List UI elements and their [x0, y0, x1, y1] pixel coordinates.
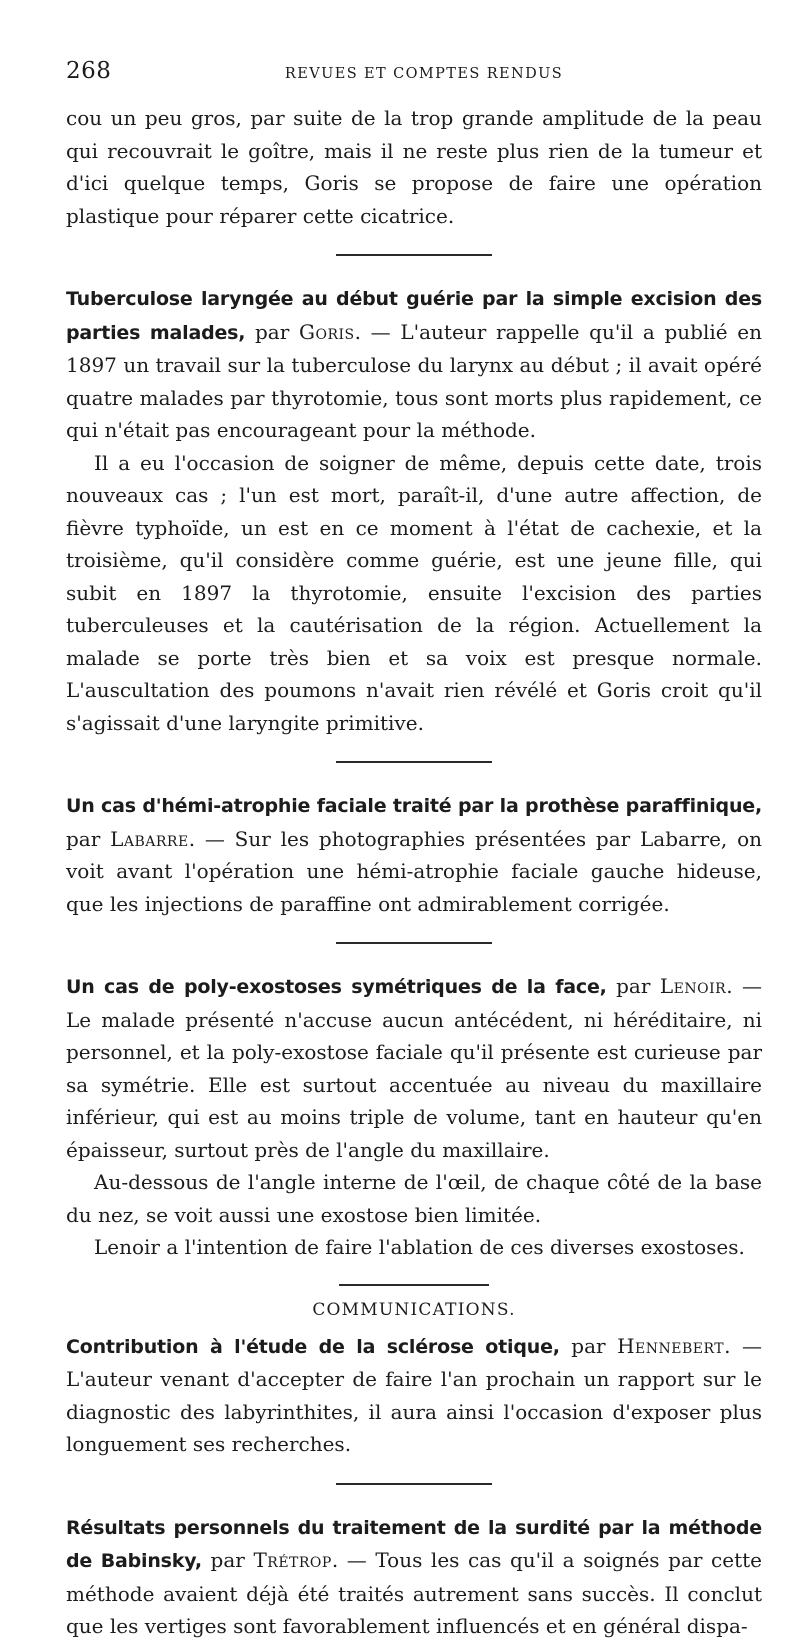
article-body: . — Tous les cas qu'il a soignés par cette méthode avaient déjà été traités autrement sans succès. Il conclut que les vertiges sont favorablement influencés et en général dispa-: [66, 1548, 762, 1638]
continuation-paragraph: cou un peu gros, par suite de la trop grande amplitude de la peau qui recouvrait le goître, mais il ne reste plus rien de la tumeur et d'ici quelque temps, Goris se propose de faire une opération plastique pour réparer cette cicatrice.: [66, 106, 762, 228]
section-divider: [336, 1483, 492, 1485]
article-title: Un cas d'hémi-atrophie faciale traité par la prothèse paraffinique,: [66, 795, 762, 817]
article-body: . — L'auteur venant d'accepter de faire l'an prochain un rapport sur le diagnostic des labyrinthites, il aura ainsi l'occasion d'exposer plus longuement ses recherches.: [66, 1333, 763, 1456]
article-title: Contribution à l'étude de la sclérose otique,: [66, 1335, 560, 1358]
running-head: [66, 58, 762, 84]
article-paragraph: Il a eu l'occasion de soigner de même, depuis cette date, trois nouveaux cas ; l'un est mort, paraît-il, d'une autre affection, de fièvre typhoïde, un est en ce moment à l'état de cachexie, et la troisième, qu'il considère comme guérie, est une jeune fille, qui subit en 1897 la thyrotomie, ensuite l'excision des parties tuberculeuses et la cautérisation de la région. Actuellement la malade se porte très bien et sa voix est presque normale. L'auscultation des poumons n'avait rien révélé et Goris croit qu'il s'agissait d'une laryngite primitive.: [66, 450, 762, 735]
article-body: . — Le malade présenté n'accuse aucun antécédent, ni héréditaire, ni personnel, et la poly-exostose faciale qu'il présente est curieuse par sa symétrie. Elle est surtout accentuée au niveau du maxillaire inférieur, qui est au moins triple de volume, tant en hauteur qu'en épaisseur, surtout près de l'angle du maxillaire.: [66, 974, 762, 1162]
article-by: par: [201, 1548, 254, 1572]
article-author: Labarre: [110, 826, 189, 851]
article-title: Un cas de poly-exostoses symétriques de la face,: [66, 976, 607, 998]
page-number: 268: [66, 58, 112, 84]
article-poly-exostoses: [66, 970, 762, 1166]
article-by: par: [245, 319, 299, 344]
article-body: . — Sur les photographies présentées par Labarre, on voit avant l'opération une hémi-atrophie faciale gauche hideuse, que les injections de paraffine ont admirablement corrigée.: [66, 826, 762, 916]
article-sclerose-otique: [66, 1330, 762, 1461]
article-author: Goris: [298, 319, 355, 344]
communications-heading: COMMUNICATIONS.: [312, 1299, 516, 1320]
article-by: par: [559, 1333, 618, 1358]
section-divider: [336, 254, 492, 256]
article-body: . — L'auteur rappelle qu'il a publié en 1897 un travail sur la tuberculose du larynx au début ; il avait opéré quatre malades par thyrotomie, tous sont morts plus rapidement, ce qui n'était pas encourageant pour la méthode.: [66, 319, 762, 442]
section-divider: [339, 1284, 489, 1286]
article-author: Trétrop: [253, 1548, 332, 1572]
article-tuberculose: [66, 282, 762, 447]
article-title: Résultats personnels du traitement de la surdité par la méthode de Babinsky,: [66, 1516, 762, 1572]
article-by: par: [66, 826, 111, 851]
article-author: Lenoir: [659, 974, 727, 998]
article-by: par: [606, 974, 660, 998]
article-hemi-atrophie: [66, 789, 762, 920]
article-title: Tuberculose laryngée au début guérie par la simple excision des parties malades,: [66, 288, 762, 344]
article-paragraph: Lenoir a l'intention de faire l'ablation de ces diverses exostoses.: [94, 1235, 745, 1259]
running-title: REVUES ET COMPTES RENDUS: [284, 66, 564, 82]
article-paragraph: Au-dessous de l'angle interne de l'œil, de chaque côté de la base du nez, se voit aussi une exostose bien limitée.: [66, 1170, 762, 1227]
section-divider: [336, 942, 492, 944]
article-author: Hennebert: [617, 1333, 725, 1358]
section-divider: [336, 761, 492, 763]
article-babinsky: [66, 1511, 762, 1643]
